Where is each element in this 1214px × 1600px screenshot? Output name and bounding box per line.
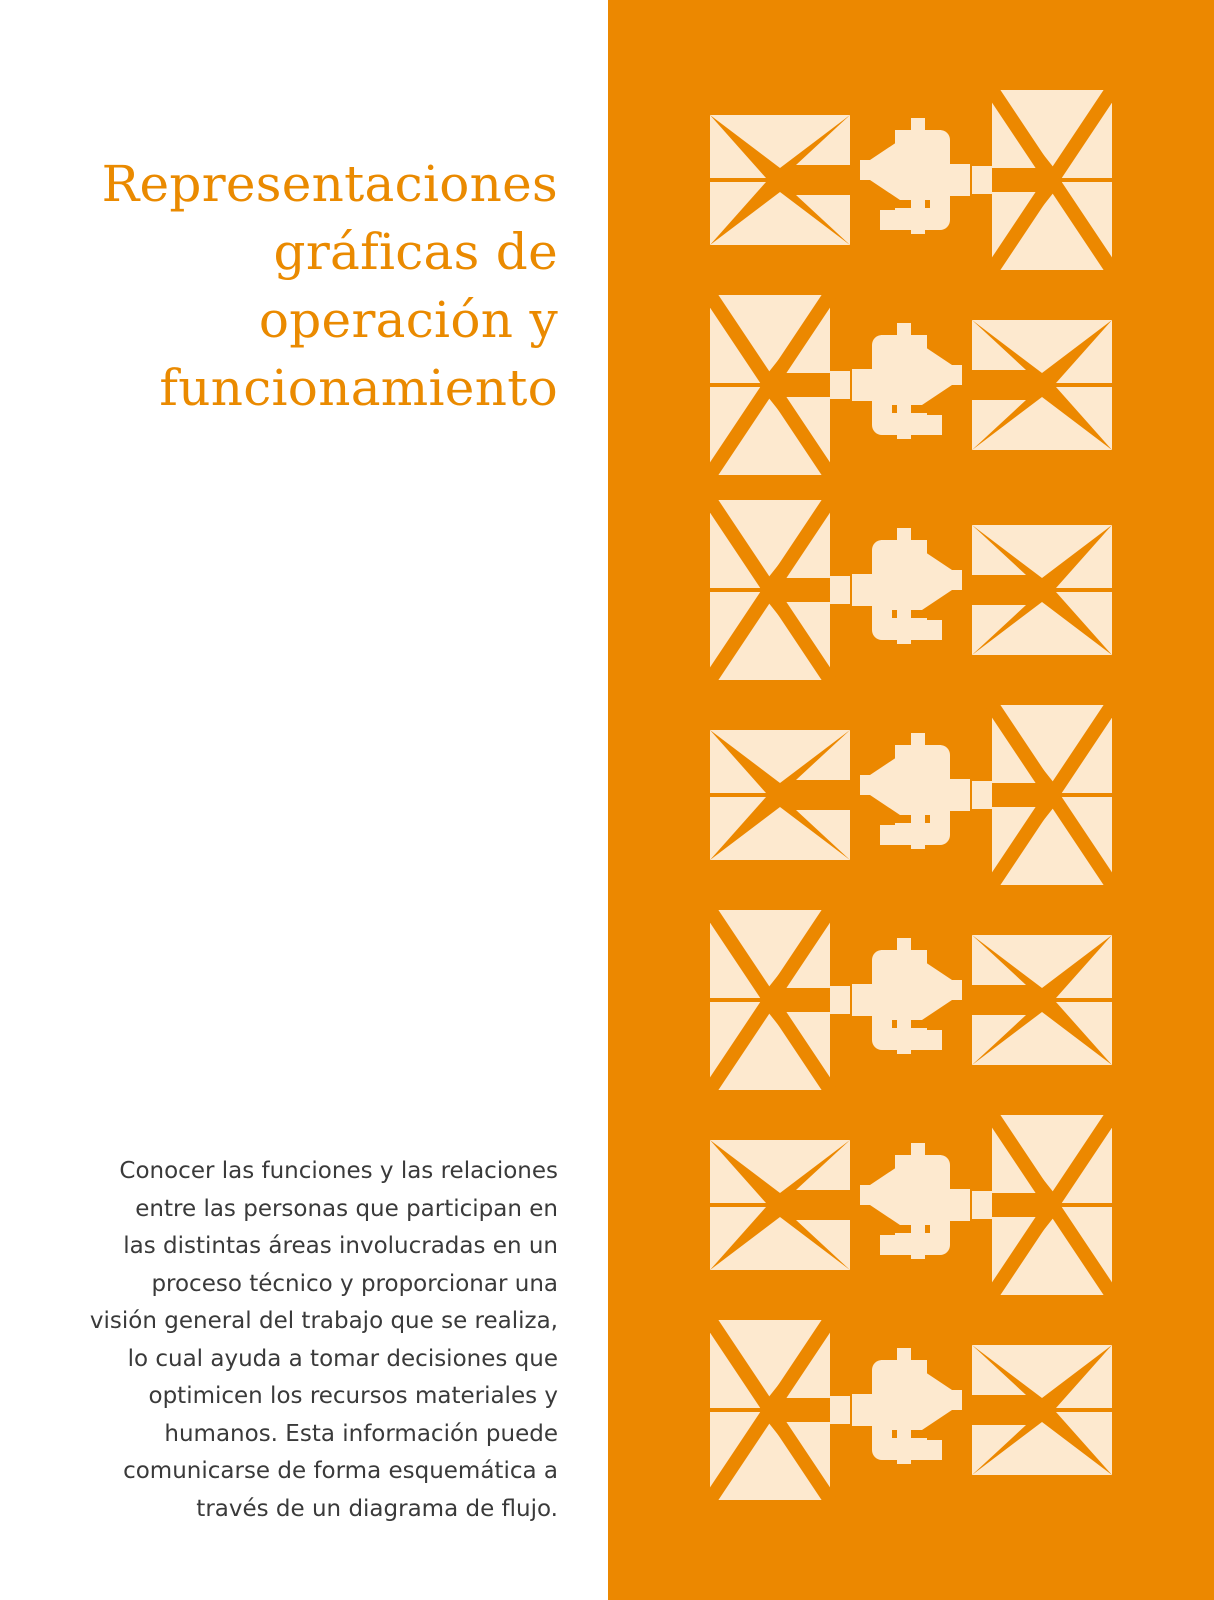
decorative-pattern-panel [608,0,1214,1600]
intro-line: través de un diagrama de flujo. [196,1495,558,1522]
intro-line: humanos. Esta información puede [164,1420,558,1447]
intro-line: proceso técnico y proporcionar una [151,1270,558,1297]
title-line: funcionamiento [159,359,558,417]
intro-paragraph [38,1153,558,1528]
intro-line: Conocer las funciones y las relaciones [119,1158,558,1184]
page-title [38,150,558,422]
envelope-cross-motif-icon [710,295,1112,475]
envelope-cross-motif-icon [710,1115,1112,1295]
title-line: Representaciones [101,155,558,213]
envelope-cross-motif-icon [710,500,1112,680]
intro-line: las distintas áreas involucradas en un [123,1233,558,1259]
intro-line: lo cual ayuda a tomar decisiones que [127,1345,558,1372]
envelope-cross-motif-icon [710,910,1112,1090]
envelope-cross-motif-icon [710,90,1112,270]
envelope-cross-motif-icon [710,1320,1112,1500]
intro-line: visión general del trabajo que se realiza, [89,1308,558,1334]
intro-line: entre las personas que participan en [135,1195,558,1222]
title-line: operación y [258,291,558,349]
title-line: gráficas de [273,223,558,281]
envelope-cross-motif-icon [710,705,1112,885]
intro-line: comunicarse de forma esquemática a [123,1458,558,1484]
intro-line: optimicen los recursos materiales y [148,1383,558,1409]
